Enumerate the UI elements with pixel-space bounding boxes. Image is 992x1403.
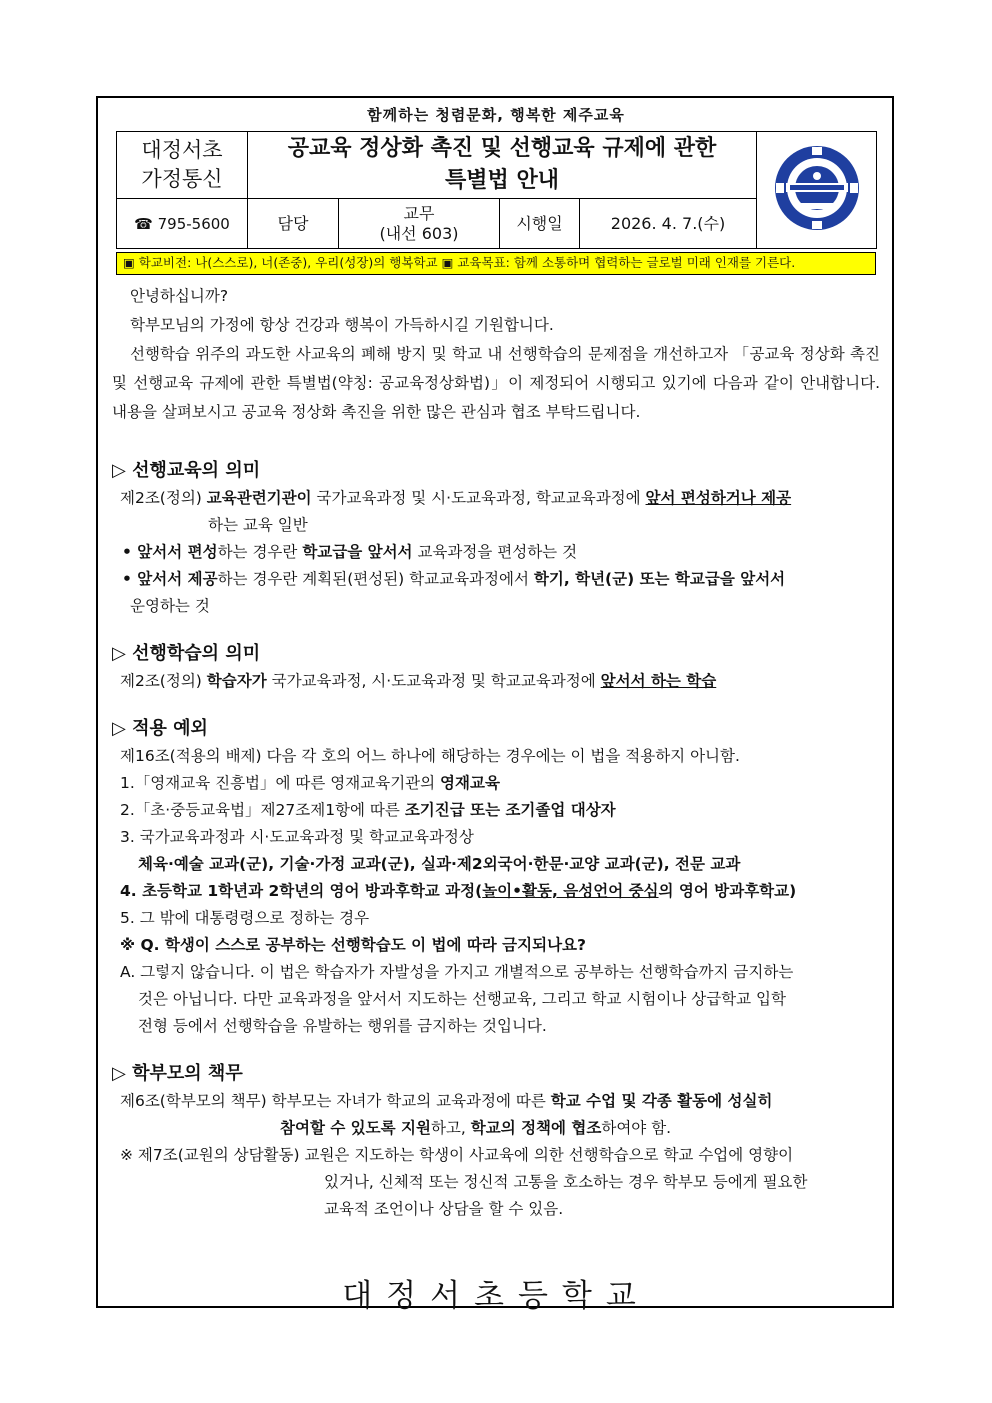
slogan: 함께하는 청렴문화, 행복한 제주교육 xyxy=(367,106,625,124)
date-value: 2026. 4. 7.(수) xyxy=(580,199,757,249)
faq-answer-1: A. 그렇지 않습니다. 이 법은 학습자가 자발성을 가지고 개별적으로 공부하는 선행학습까지 금지하는 xyxy=(120,963,794,981)
s3-item-2: 2.「초·중등교육법」제27조제1항에 따른 조기진급 또는 조기졸업 대상자 xyxy=(120,801,616,819)
s3-item-3-subjects: 체육·예술 교과(군), 기술·가정 교과(군), 실과·제2외국어·한문·교양 교과(군), 전문 교과 xyxy=(138,855,741,873)
section-heading-advance-education: ▷ 선행교육의 의미 xyxy=(112,460,261,481)
school-signature: 대정서초등학교 xyxy=(342,1278,650,1314)
faq-answer-2: 것은 아닙니다. 다만 교육과정을 앞서서 지도하는 선행교육, 그리고 학교 시험이나 상급학교 입학 xyxy=(138,990,787,1008)
s4-note-1: ※ 제7조(교원의 상담활동) 교원은 지도하는 학생이 사교육에 의한 선행학습으로 학교 수업에 영향이 xyxy=(120,1146,794,1164)
charge-label: 담당 xyxy=(248,199,339,249)
date-label: 시행일 xyxy=(500,199,580,249)
logo-cell xyxy=(757,132,877,249)
s3-item-1: 1.「영재교육 진흥법」에 따른 영재교육기관의 영재교육 xyxy=(120,774,500,792)
section-heading-exceptions: ▷ 적용 예외 xyxy=(112,718,208,739)
s1-bullet-2: • 앞서서 제공하는 경우란 계획된(편성된) 학교교육과정에서 학기, 학년(군) 또는 학교급을 앞서서 xyxy=(122,570,786,588)
title-line1: 공교육 정상화 촉진 및 선행교육 규제에 관한 xyxy=(287,136,717,161)
faq-question: ※ Q. 학생이 스스로 공부하는 선행학습도 이 법에 따라 금지되나요? xyxy=(120,936,587,954)
s1-definition-cont: 하는 교육 일반 xyxy=(208,516,308,534)
school-line2: 가정통신 xyxy=(141,167,223,191)
s3-intro: 제16조(적용의 배제) 다음 각 호의 어느 하나에 해당하는 경우에는 이 법을 적용하지 아니함. xyxy=(120,747,740,765)
s4-article: 제6조(학부모의 책무) 학부모는 자녀가 학교의 교육과정에 따른 학교 수업 및 각종 활동에 성실히 xyxy=(120,1092,773,1110)
content xyxy=(112,282,880,1223)
s3-item-3: 3. 국가교육과정과 시·도교육과정 및 학교교육과정상 xyxy=(120,828,474,846)
s4-article-cont: 참여할 수 있도록 지원하고, 학교의 정책에 협조하여야 함. xyxy=(280,1119,672,1137)
dept-name: 교무 xyxy=(403,203,435,223)
faq-answer-3: 전형 등에서 선행학습을 유발하는 행위를 금지하는 것입니다. xyxy=(138,1017,547,1035)
intro-paragraph: 선행학습 위주의 과도한 사교육의 폐해 방지 및 학교 내 선행학습의 문제점을 개선하고자 「공교육 정상화 촉진 및 선행교육 규제에 관한 특별법(약칭: 공교육정상화법)」이 제정되어 시행되고 있기에 다음과 같이 안내합니다. 내용을 살펴보시고 공교육 정상화 촉진을 위한 많은 관심과 협조 부탁드립니다. xyxy=(112,345,880,421)
education-office-logo-icon xyxy=(772,143,862,233)
s1-bullet-1: • 앞서서 편성하는 경우란 학교급을 앞서서 교육과정을 편성하는 것 xyxy=(122,543,578,561)
s2-definition: 제2조(정의) 학습자가 국가교육과정, 시·도교육과정 및 학교교육과정에 앞서서 하는 학습 xyxy=(120,672,717,690)
greeting: 안녕하십니까? xyxy=(130,287,229,305)
school-name-cell xyxy=(117,132,248,199)
s3-item-5: 5. 그 밖에 대통령령으로 정하는 경우 xyxy=(120,909,370,927)
title-line2: 특별법 안내 xyxy=(445,168,559,193)
s3-item-4: 4. 초등학교 1학년과 2학년의 영어 방과후학교 과정(놀이•활동, 음성언어 중심의 영어 방과후학교) xyxy=(120,882,797,900)
section-heading-parent-duty: ▷ 학부모의 책무 xyxy=(112,1063,243,1084)
s1-definition: 제2조(정의) 교육관련기관이 국가교육과정 및 시·도교육과정, 학교교육과정에 앞서 편성하거나 제공 xyxy=(120,489,792,507)
section-heading-advance-learning: ▷ 선행학습의 의미 xyxy=(112,643,261,664)
s4-note-2: 있거나, 신체적 또는 정신적 고통을 호소하는 경우 학부모 등에게 필요한 xyxy=(324,1173,808,1191)
s4-note-3: 교육적 조언이나 상담을 할 수 있음. xyxy=(324,1200,564,1218)
dept-ext: (내선 603) xyxy=(379,223,459,243)
title-cell xyxy=(248,132,757,199)
s1-bullet-2-cont: 운영하는 것 xyxy=(130,597,210,615)
vision-bar: ▣ 학교비전: 나(스스로), 너(존중), 우리(성장)의 행복학교 ▣ 교육목표: 함께 소통하며 협력하는 글로벌 미래 인재를 기른다. xyxy=(116,252,876,275)
phone-cell: ☎ 795-5600 xyxy=(117,199,248,249)
school-line1: 대정서초 xyxy=(141,138,223,162)
dept-cell xyxy=(339,199,500,249)
wish: 학부모님의 가정에 항상 건강과 행복이 가득하시길 기원합니다. xyxy=(130,316,554,334)
header-table xyxy=(116,131,877,249)
